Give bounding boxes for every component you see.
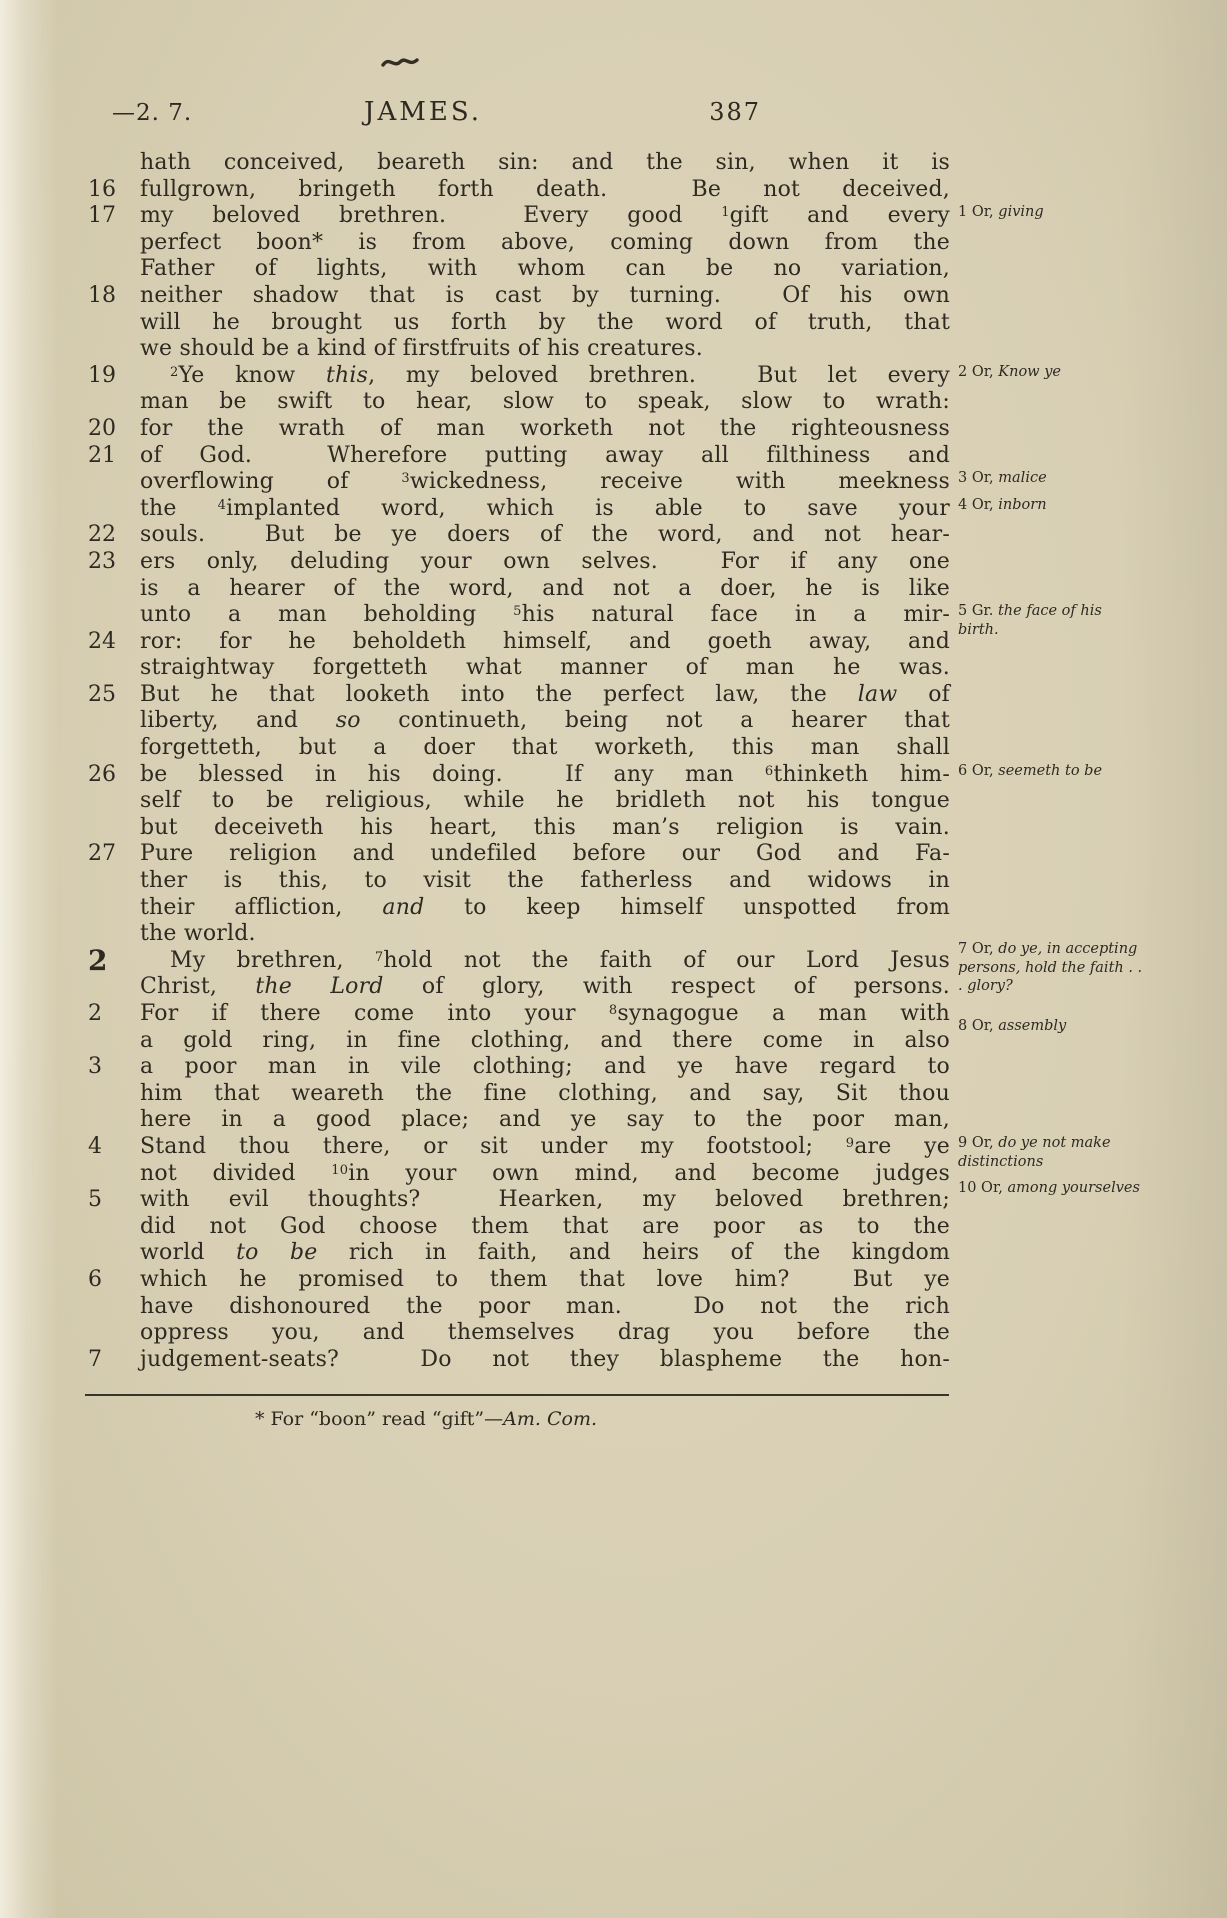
text-line — [88, 1028, 950, 1055]
line-text: straightway forgetteth what manner of man he was. — [140, 655, 950, 681]
text-line — [88, 549, 950, 576]
text-line — [88, 416, 950, 443]
verse-number — [88, 469, 140, 496]
text-line — [88, 655, 950, 682]
verse-number — [88, 602, 140, 629]
verse-number: 19 — [88, 362, 116, 388]
verse-number: 24 — [88, 628, 116, 654]
verse-number — [88, 1214, 140, 1241]
margin-note: 7 Or, do ye, in accepting persons, hold the faith . . . glory? — [958, 941, 1143, 995]
line-text: him that weareth the fine clothing, and say, Sit thou — [140, 1080, 950, 1106]
verse-number — [88, 310, 140, 337]
verse-number: 5 — [88, 1187, 102, 1213]
text-line — [88, 256, 950, 283]
text-line — [88, 336, 950, 363]
line-text: which he promised to them that love him? But ye — [140, 1266, 950, 1292]
text-line — [88, 788, 950, 815]
verse-number: 25 — [88, 681, 116, 707]
line-text: but deceiveth his heart, this man’s religion is vain. — [140, 814, 950, 840]
page-title: JAMES. — [364, 97, 482, 127]
text-line — [88, 1267, 950, 1294]
verse-number — [88, 815, 140, 842]
text-line — [88, 841, 950, 868]
text-line — [88, 974, 950, 1001]
line-text: is a hearer of the word, and not a doer, he is like — [140, 575, 950, 601]
verse-number — [88, 1240, 140, 1267]
verse-number — [88, 496, 140, 523]
text-line — [88, 1187, 950, 1214]
text-line — [88, 895, 950, 922]
line-text: here in a good place; and ye say to the poor man, — [140, 1107, 950, 1133]
text-line — [88, 443, 950, 470]
footnote-rule — [85, 1394, 949, 1396]
text-line — [88, 389, 950, 416]
text-line — [88, 310, 950, 337]
line-text: forgetteth, but a doer that worketh, this man shall — [140, 735, 950, 761]
header-verse-range: —2. 7. — [112, 100, 193, 126]
text-line — [88, 203, 950, 230]
line-text: will he brought us forth by the word of truth, that — [140, 309, 950, 335]
verse-number — [88, 788, 140, 815]
text-line — [88, 708, 950, 735]
text-line — [88, 283, 950, 310]
line-text: Pure religion and undefiled before our God and Fa- — [140, 841, 950, 867]
margin-note: 6 Or, seemeth to be — [958, 762, 1103, 779]
text-line — [88, 735, 950, 762]
line-text: For if there come into your $^8$synagogue a man with — [140, 1001, 950, 1026]
text-line — [88, 496, 950, 523]
text-line — [88, 1054, 950, 1081]
line-text: fullgrown, bringeth forth death. Be not deceived, — [140, 176, 950, 202]
verse-number — [88, 1294, 140, 1321]
verse-number: 18 — [88, 282, 116, 308]
page-header — [85, 97, 761, 133]
text-line — [88, 1081, 950, 1108]
verse-number: 7 — [88, 1346, 102, 1372]
line-text: have dishonoured the poor man. Do not the rich — [140, 1293, 950, 1319]
text-line — [88, 762, 950, 789]
line-text: Stand thou there, or sit under my footstool; $^9$are ye — [140, 1133, 950, 1159]
text-line — [88, 230, 950, 257]
line-text: hath conceived, beareth sin: and the sin, when it is — [140, 150, 950, 175]
line-text: Father of lights, with whom can be no variation, — [140, 256, 950, 282]
line-text: their affliction, and to keep himself unspotted from — [140, 894, 951, 920]
text-line — [88, 177, 950, 204]
verse-number — [88, 1320, 140, 1347]
margin-note: 10 Or, among yourselves — [958, 1180, 1140, 1197]
margin-note: 4 Or, inborn — [958, 496, 1047, 513]
verse-number: 6 — [88, 1266, 102, 1292]
line-text: self to be religious, while he bridleth not his tongue — [140, 788, 950, 814]
text-line — [88, 1001, 950, 1028]
line-text: did not God choose them that are poor as to the — [140, 1213, 950, 1239]
line-text: neither shadow that is cast by turning. Of his own — [140, 282, 950, 308]
verse-number: 27 — [88, 841, 116, 867]
verse-number: 23 — [88, 548, 116, 574]
line-text: the world. — [140, 921, 256, 947]
verse-number — [88, 336, 140, 363]
margin-note: 3 Or, malice — [958, 470, 1047, 487]
margin-notes-column — [958, 150, 1144, 1380]
text-line — [88, 576, 950, 603]
verse-number: 20 — [88, 415, 116, 441]
line-text: oppress you, and themselves drag you before the — [140, 1320, 950, 1346]
text-line — [88, 1320, 950, 1347]
verse-number — [88, 735, 140, 762]
text-line — [88, 1240, 950, 1267]
margin-note: 8 Or, assembly — [958, 1018, 1067, 1035]
line-text: unto a man beholding $^5$his natural face in a mir- — [140, 602, 950, 628]
verse-number — [88, 868, 140, 895]
line-text: perfect boon* is from above, coming down from the — [140, 229, 950, 255]
text-line — [88, 629, 950, 656]
verse-number — [88, 655, 140, 682]
text-line — [88, 943, 950, 977]
text-line — [88, 1107, 950, 1134]
verse-number — [88, 389, 140, 416]
line-text: $^2$Ye know this, my beloved brethren. But let every — [170, 362, 950, 388]
line-text: my beloved brethren. Every good $^1$gift and every — [140, 203, 951, 229]
text-line — [88, 1347, 950, 1374]
line-text: a poor man in vile clothing; and ye have regard to — [140, 1054, 950, 1080]
chapter-number: 2 — [88, 943, 108, 977]
verse-number — [88, 256, 140, 283]
verse-number: 17 — [88, 203, 116, 229]
verse-number — [88, 1107, 140, 1134]
text-column — [88, 150, 950, 1373]
text-line — [88, 363, 950, 390]
text-line — [88, 1134, 950, 1161]
text-line — [88, 815, 950, 842]
line-text: overflowing of $^3$wickedness, receive with meekness — [140, 469, 950, 495]
text-line — [88, 1294, 950, 1321]
verse-number: 2 — [88, 1001, 102, 1026]
margin-note: 1 Or, giving — [958, 204, 1044, 221]
line-text: ther is this, to visit the fatherless and widows in — [140, 868, 950, 894]
text-line — [88, 469, 950, 496]
line-text: ers only, deluding your own selves. For if any one — [140, 548, 950, 574]
line-text: be blessed in his doing. If any man $^6$thinketh him- — [140, 761, 951, 787]
printers-mark-icon — [381, 54, 419, 76]
verse-number — [88, 1161, 140, 1188]
text-line — [88, 602, 950, 629]
line-text: My brethren, $^7$hold not the faith of our Lord Jesus — [170, 947, 950, 973]
line-text: But he that looketh into the perfect law, the law of — [140, 681, 950, 707]
page-number: 387 — [709, 98, 761, 126]
footnote-text: * For “boon” read “gift”—Am. Com. — [254, 1408, 598, 1430]
verse-number: 4 — [88, 1133, 102, 1159]
verse-number — [88, 230, 140, 257]
margin-note: 9 Or, do ye not make distinctions — [958, 1135, 1111, 1170]
line-text: we should be a kind of firstfruits of his creatures. — [140, 336, 703, 362]
line-text: a gold ring, in fine clothing, and there come in also — [140, 1027, 950, 1053]
line-text: ror: for he beholdeth himself, and goeth away, and — [140, 628, 950, 654]
text-line — [88, 150, 950, 177]
verse-number — [88, 895, 140, 922]
line-text: the $^4$implanted word, which is able to save your — [140, 495, 950, 521]
text-line — [88, 1214, 950, 1241]
text-line — [88, 921, 950, 948]
text-line — [88, 1161, 950, 1188]
verse-number — [88, 974, 140, 1001]
line-text: Christ, the Lord of glory, with respect of persons. — [140, 974, 950, 1000]
text-line — [88, 682, 950, 709]
margin-note: 5 Gr. the face of his birth. — [958, 603, 1102, 638]
verse-number: 3 — [88, 1054, 102, 1080]
margin-note: 2 Or, Know ye — [958, 363, 1061, 380]
line-text: man be swift to hear, slow to speak, slow to wrath: — [140, 389, 950, 415]
verse-number — [88, 150, 140, 177]
verse-number: 21 — [88, 442, 116, 468]
verse-number — [88, 1028, 140, 1055]
line-text: souls. But be ye doers of the word, and not hear- — [140, 522, 950, 548]
line-text: of God. Wherefore putting away all filthiness and — [140, 442, 950, 468]
verse-number — [88, 1081, 140, 1108]
line-text: world to be rich in faith, and heirs of the kingdom — [140, 1240, 951, 1266]
line-text: not divided $^{10}$in your own mind, and become judges — [140, 1160, 950, 1186]
verse-number: 16 — [88, 176, 116, 202]
verse-number: 22 — [88, 522, 116, 548]
text-line — [88, 868, 950, 895]
line-text: judgement-seats? Do not they blaspheme the hon- — [140, 1346, 950, 1372]
verse-number — [88, 576, 140, 603]
verse-number: 26 — [88, 761, 116, 787]
line-text: liberty, and so continueth, being not a hearer that — [140, 708, 950, 734]
text-line — [88, 522, 950, 549]
line-text: for the wrath of man worketh not the righteousness — [140, 415, 950, 441]
line-text: with evil thoughts? Hearken, my beloved brethren; — [140, 1187, 950, 1213]
verse-number — [88, 708, 140, 735]
